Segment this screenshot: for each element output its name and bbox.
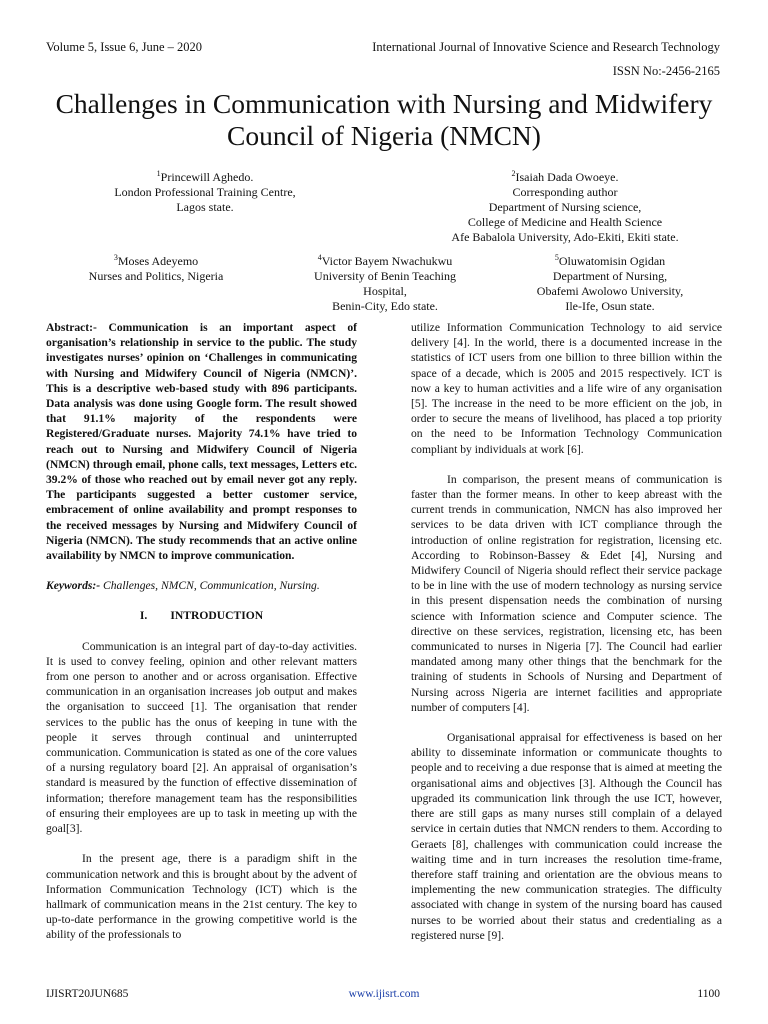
author-name: Oluwatomisin Ogidan: [558, 254, 666, 268]
journal-website-link[interactable]: www.ijisrt.com: [348, 988, 420, 1000]
author-affiliation: Afe Babalola University, Ado-Ekiti, Ekiti state.: [451, 230, 679, 244]
left-column: [46, 320, 357, 943]
author-name: Victor Bayem Nwachukwu: [321, 254, 453, 268]
author-name: Moses Adeyemo: [117, 254, 199, 268]
paragraph: Communication is an integral part of day-to-day activities. It is used to convey feeling, opinion and other relevant matters from one person to another and or across organisation. Effective communication in an organisation increases job output and makes the organisation to succeed [1]. The organisation that render services to the public has the onus of keeping in tune with the people it serves through continual and uninterrupted communication. Communication is stated as one of the core values of a nursing regulatory board [2]. An appraisal of organisation’s standard is measured by the function of effective dissemination of information; therefore management team has the responsibilities of ensuring their employees are up to task in meeting up with the goal[3].: [46, 639, 357, 836]
author-number: 5: [554, 253, 559, 262]
paragraph: In comparison, the present means of communication is faster than the former means. In other to keep abreast with the current trends in communication, NMCN has also improved her services to be data driven with ICT compliance through the introduction of online registration for registration, licensing etc. According to Robinson-Bassey & Edet [4], Nursing and Midwifery Council of Nigeria should reflect their service package to be in line with the use of modern technology as nursing service in this present dispensation needs the combination of nursing science with Information science and Computer science. The directive on these services, registration, licensing etc, has been communicated to nurses in Nigeria [7]. The Council had earlier mandated among many other things that the benchmark for the training of students in Schools of Nursing and Department of Nursing across Nigeria are internet facilities and appropriate number of computers [4].: [411, 472, 722, 714]
section-heading: I. INTRODUCTION: [139, 609, 264, 623]
author-number: 4: [317, 253, 322, 262]
author-affiliation: Ile-Ife, Osun state.: [565, 299, 655, 313]
author-affiliation: Department of Nursing,: [552, 269, 668, 283]
right-column: [411, 320, 722, 943]
author-name: Princewill Aghedo.: [160, 170, 254, 184]
author-3: [56, 250, 256, 284]
author-5: [510, 250, 710, 314]
journal-volume: Volume 5, Issue 6, June – 2020: [46, 40, 203, 54]
author-affiliation: Department of Nursing science,: [488, 200, 642, 214]
page-number: 1100: [697, 988, 720, 1000]
author-2: [420, 166, 710, 245]
keywords-list: Challenges, NMCN, Communication, Nursing.: [100, 579, 320, 593]
author-affiliation: Benin-City, Edo state.: [332, 299, 438, 313]
author-affiliation: Lagos state.: [176, 200, 234, 214]
author-affiliation: College of Medicine and Health Science: [467, 215, 663, 229]
author-affiliation: Corresponding author: [512, 185, 618, 199]
paragraph: utilize Information Communication Technology to aid service delivery [4]. In the world, there is a documented increase in the statistics of ICT users from one billion to three billion within the space of a decade, which is 2005 and 2015 respectively. ICT is now a key to human activities and a life wire of any organisation [5]. The increase in the need to be more efficient on the job, in order to secure the means of livelihood, has placed a top priority on the need to be Information Technology Communication compliant by individuals at work [6].: [411, 321, 722, 456]
paper-id: IJISRT20JUN685: [46, 988, 129, 1000]
paragraph: In the present age, there is a paradigm shift in the communication network and this is brought about by the advent of Information Communication Technology (ICT) which is the hallmark of communication means in the 21st century. The key to up-to-date performance in the growing competitive world is the ability of the professionals to: [46, 852, 357, 942]
keywords: [46, 578, 357, 593]
author-affiliation: Obafemi Awolowo University,: [536, 284, 684, 298]
author-4: [290, 250, 480, 314]
author-affiliation: University of Benin Teaching: [314, 269, 456, 283]
abstract: Abstract:- Communication is an important aspect of organisation’s relationship in service to the public. The study investigates nurses’ opinion on ‘Challenges in communicating with Nursing and Midwifery Council of Nigeria (NMCN)’. This is a descriptive web-based study with 896 participants. Data analysis was done using Google form. The result showed that 91.1% majority of the respondents were Registered/Graduate nurses. Majority 74.1% have tried to reach out to Nursing and Midwifery Council of Nigeria (NMCN) through email, phone calls, text messages, Letters etc. 39.2% of those who reached out by email never got any reply. The participants suggested a better customer service, embracement of online availability and prompt responses to the received messages by Nursing and Midwifery Council of Nigeria (NMCN). The study recommends that an active online availability by NMCN to improve communication.: [46, 321, 357, 563]
author-affiliation: Hospital,: [363, 284, 407, 298]
author-affiliation: Nurses and Politics, Nigeria: [88, 269, 224, 283]
paragraph: Organisational appraisal for effectiveness is based on her ability to disseminate information or communicate thoughts to people and to receiving a due response that is aimed at meeting the organisational aims and objectives [3]. Although the Council has upgraded its communication link through the use ICT, however, there are still gaps as many nurses still complain of a delayed service in certain duties that NMCN renders to them. According to Geraets [8], challenges with communication could increase the waiting time and in turn increases the resolution time-frame, therefore staff training and orientation are the obvious means to implementing the new communication strategies. The difficulty associated with change in system of the nursing board has caused nurses to be worried about their status and credentialing as a registered nurse [9].: [411, 731, 722, 942]
paper-title: Challenges in Communication with Nursing and Midwifery Council of Nigeria (NMCN): [55, 88, 713, 151]
issn: ISSN No:-2456-2165: [612, 64, 720, 78]
author-name: Isaiah Dada Owoeye.: [515, 170, 619, 184]
author-number: 1: [156, 169, 161, 178]
author-affiliation: London Professional Training Centre,: [114, 185, 296, 199]
keywords-label: Keywords:-: [46, 579, 101, 593]
author-1: [80, 166, 330, 215]
author-number: 3: [113, 253, 118, 262]
journal-name: International Journal of Innovative Science and Research Technology: [372, 40, 720, 54]
author-number: 2: [511, 169, 516, 178]
